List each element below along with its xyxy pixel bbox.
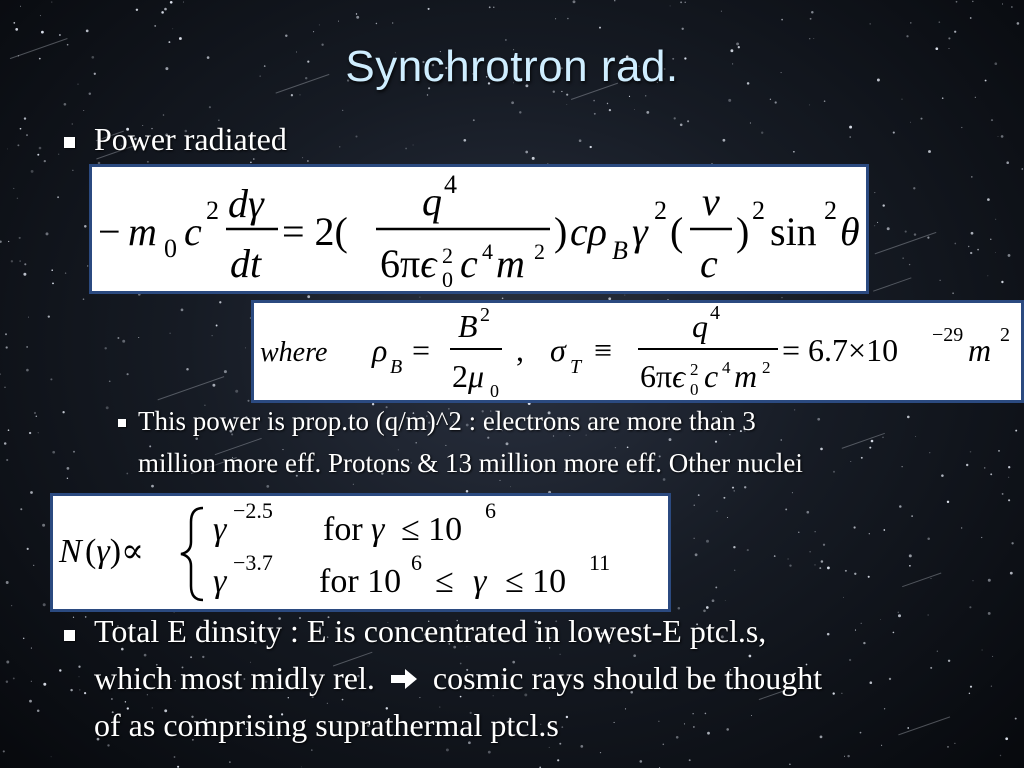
svg-text:= 2(: = 2( <box>282 209 348 254</box>
svg-text:4: 4 <box>444 170 457 199</box>
svg-text:≤: ≤ <box>435 563 454 600</box>
equation-spectrum-box <box>50 493 671 612</box>
svg-text:2: 2 <box>442 243 453 268</box>
svg-text:−2.5: −2.5 <box>233 498 273 523</box>
svg-text:2: 2 <box>762 358 771 377</box>
svg-text:σ: σ <box>550 332 566 368</box>
svg-text:q: q <box>692 308 708 344</box>
svg-text:γ: γ <box>213 563 227 600</box>
svg-text:B: B <box>612 236 628 265</box>
svg-text:0: 0 <box>690 380 699 399</box>
svg-text:6πϵ: 6πϵ <box>640 358 686 394</box>
slide-title: Synchrotron rad. <box>345 42 679 91</box>
svg-text:(: ( <box>670 209 684 254</box>
equation-spectrum-image <box>53 496 668 609</box>
svg-text:B: B <box>458 308 478 344</box>
bullet-total-e-density-line-2 <box>94 660 822 697</box>
svg-text:γ: γ <box>371 511 385 548</box>
bullet-square-icon-2 <box>64 630 75 641</box>
equation-definitions-box <box>251 300 1024 403</box>
svg-text:4: 4 <box>710 303 720 324</box>
svg-text:11: 11 <box>589 550 611 575</box>
bullet-square-icon <box>64 137 75 148</box>
svg-text:2: 2 <box>534 239 545 264</box>
svg-text:m: m <box>968 332 992 368</box>
svg-text:= 6.7×10: = 6.7×10 <box>782 332 899 368</box>
svg-text:,: , <box>516 332 524 368</box>
svg-text:θ: θ <box>840 209 860 254</box>
svg-text:γ: γ <box>213 511 227 548</box>
svg-text:2: 2 <box>690 360 699 379</box>
svg-text:B: B <box>390 356 403 378</box>
svg-text:ρ: ρ <box>372 332 388 368</box>
svg-text:−: − <box>98 209 121 254</box>
svg-text:6: 6 <box>411 550 422 575</box>
right-arrow-icon <box>389 667 419 691</box>
svg-text:(γ)∝: (γ)∝ <box>85 533 145 570</box>
equation-power-box <box>89 164 869 294</box>
svg-text:2: 2 <box>752 196 765 225</box>
svg-text:T: T <box>570 356 582 378</box>
svg-text:dt: dt <box>230 241 262 286</box>
svg-text:2: 2 <box>480 304 490 326</box>
svg-text:c: c <box>704 358 719 394</box>
svg-text:dγ: dγ <box>228 181 264 226</box>
svg-text:γ: γ <box>632 209 648 254</box>
svg-text:): ) <box>736 209 750 254</box>
svg-text:4: 4 <box>722 358 731 377</box>
svg-text:for: for <box>323 511 363 548</box>
svg-text:6πϵ: 6πϵ <box>380 241 437 286</box>
bullet-line-2-part-a: which most midly rel. <box>94 660 375 696</box>
sub-bullet-line-2: million more eff. Protons & 13 million more eff. Other nuclei <box>138 448 803 478</box>
svg-text:2μ: 2μ <box>452 358 485 394</box>
svg-text:0: 0 <box>490 381 499 400</box>
svg-text:c: c <box>184 209 202 254</box>
equation-definitions-image <box>254 303 1021 400</box>
svg-text:for 10: for 10 <box>319 563 402 600</box>
svg-text:6: 6 <box>485 498 496 523</box>
sub-bullet-line-1: This power is prop.to (q/m)^2 : electrons are more than 3 <box>138 406 756 436</box>
svg-text:where: where <box>260 337 328 368</box>
svg-text:≤ 10: ≤ 10 <box>505 563 567 600</box>
svg-text:c: c <box>460 241 478 286</box>
svg-text:−3.7: −3.7 <box>233 550 273 575</box>
equation-power-image <box>92 167 866 291</box>
bullet-line-2-part-b: cosmic rays should be thought <box>432 660 823 696</box>
sub-bullet-square-icon <box>118 419 126 427</box>
bullet-power-radiated: Power radiated <box>94 121 287 157</box>
svg-text:2: 2 <box>824 196 837 225</box>
svg-text:sin: sin <box>770 209 817 254</box>
bullet-total-e-density-line-1: Total E dinsity : E is concentrated in lowest-E ptcl.s, <box>94 613 767 649</box>
svg-text:m: m <box>496 241 525 286</box>
svg-text:m: m <box>734 358 758 394</box>
bullet-total-e-density-line-3: of as comprising suprathermal ptcl.s <box>94 707 559 743</box>
svg-text:cρ: cρ <box>570 209 607 254</box>
svg-text:2: 2 <box>654 196 667 225</box>
svg-text:0: 0 <box>164 234 177 263</box>
svg-text:2: 2 <box>1000 324 1010 346</box>
svg-text:≤ 10: ≤ 10 <box>401 511 463 548</box>
svg-text:v: v <box>702 179 720 224</box>
svg-text:4: 4 <box>482 239 493 264</box>
svg-text:q: q <box>422 179 442 224</box>
svg-text:N: N <box>59 533 82 570</box>
svg-text:−29: −29 <box>932 324 964 346</box>
svg-text:≡: ≡ <box>594 332 613 368</box>
svg-text:c: c <box>700 241 718 286</box>
svg-text:): ) <box>554 209 568 254</box>
svg-text:2: 2 <box>206 196 219 225</box>
svg-text:0: 0 <box>442 267 453 291</box>
svg-text:=: = <box>412 332 431 368</box>
svg-text:m: m <box>128 209 157 254</box>
svg-text:γ: γ <box>473 563 487 600</box>
